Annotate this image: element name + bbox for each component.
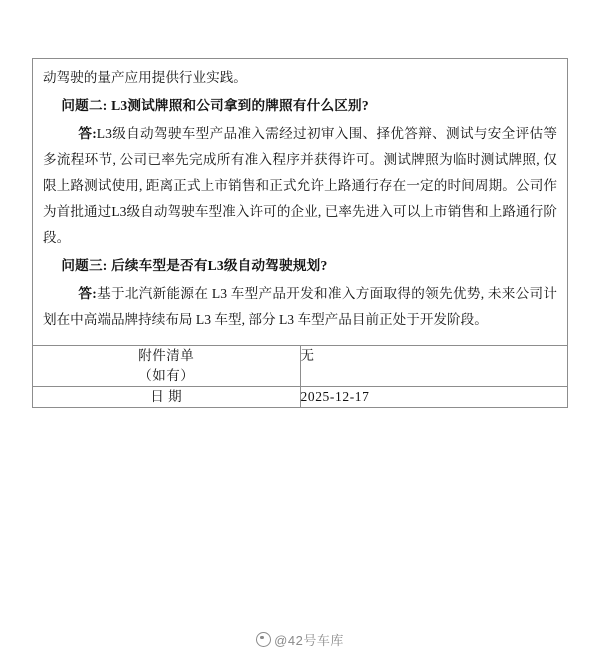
table-row-attachments xyxy=(33,346,568,387)
answer-2-label: 答: xyxy=(78,126,97,141)
watermark-text: @42号车库 xyxy=(274,633,344,648)
content-cell xyxy=(33,59,568,346)
table-row-date xyxy=(33,387,568,408)
attachments-label-cell xyxy=(33,346,301,387)
date-label-cell xyxy=(33,387,301,408)
table-row-content xyxy=(33,59,568,346)
answer-3-label: 答: xyxy=(78,286,97,301)
question-3: 问题三: 后续车型是否有L3级自动驾驶规划? xyxy=(61,258,328,273)
answer-3 xyxy=(43,281,557,333)
question-2: 问题二: L3测试牌照和公司拿到的牌照有什么区别? xyxy=(61,98,369,113)
watermark xyxy=(0,630,600,649)
date-value-cell: 2025-12-17 xyxy=(300,387,568,408)
attachments-value-cell: 无 xyxy=(300,346,568,387)
attachments-label-line-1: 附件清单 xyxy=(138,348,195,363)
date-label-line-1: 日 期 xyxy=(150,389,183,404)
weibo-eye-icon xyxy=(256,632,271,647)
content-body xyxy=(33,59,567,345)
answer-2 xyxy=(43,121,557,251)
document-table xyxy=(32,58,568,408)
answer-2-text: L3级自动驾驶车型产品准入需经过初审入围、择优答辩、测试与安全评估等多流程环节, 公司已率先完成所有准入程序并获得许可。测试牌照为临时测试牌照, 仅限上路测试使用, 距离正式上市销售和正式允许上路通行存在一定的时间周期。公司作为首批通过L3级自动驾驶车型准入许可的企业, 已率先进入可以上市销售和上路通行阶段。 xyxy=(43,126,557,245)
attachments-label-line-2: （如有） xyxy=(138,368,195,383)
continued-paragraph: 动驾驶的量产应用提供行业实践。 xyxy=(43,70,247,85)
answer-3-text: 基于北汽新能源在 L3 车型产品开发和准入方面取得的领先优势, 未来公司计划在中高端品牌持续布局 L3 车型, 部分 L3 车型产品目前正处于开发阶段。 xyxy=(43,286,557,327)
